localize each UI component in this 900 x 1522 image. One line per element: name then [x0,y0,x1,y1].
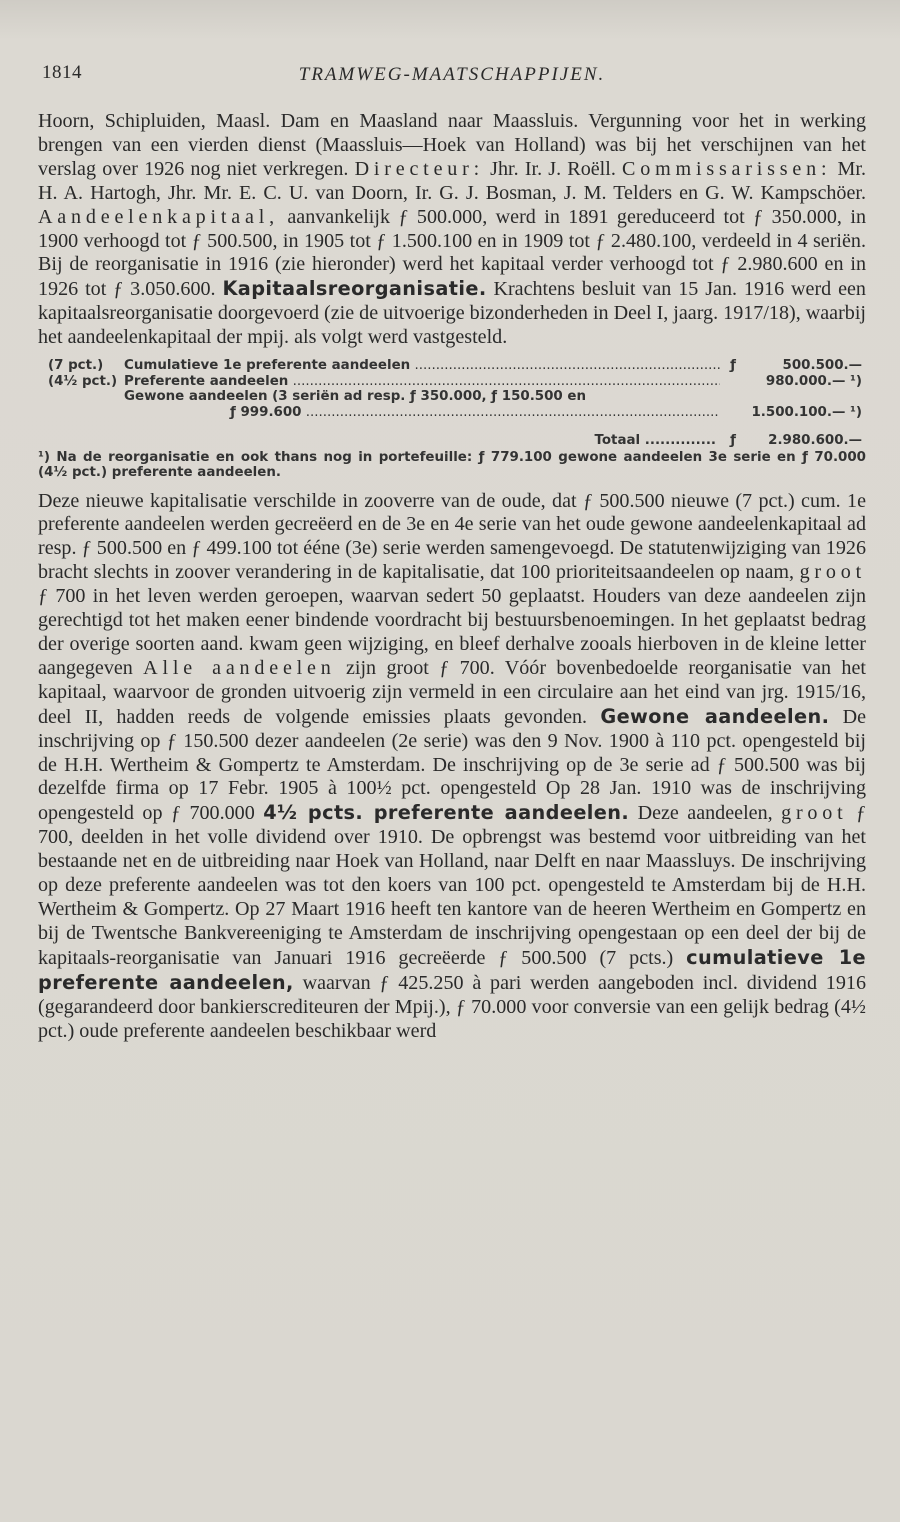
row-percentage: (7 pct.) [48,358,104,374]
paragraph-company-details [38,110,866,350]
table-row [38,389,866,405]
row-currency: ƒ [730,358,736,374]
text-run: Hoorn, Schipluiden, Maasl. Dam en Maasland naar Maassluis. Vergunning voor het in werking brengen van een vierden dienst (Maassluis—Hoek van Holland) was bij het verschijnen van het verslag over 1926 nog niet verkregen. [38,110,866,180]
spaced-term: Directeur: [354,157,485,180]
total-amount: 2.980.600.— [768,433,862,449]
row-amount: 500.500.— [782,358,862,374]
spaced-term: groot [799,561,866,584]
text-run: Jhr. Ir. J. Roëll. [484,157,623,180]
spaced-term: Commissarissen: [622,157,832,180]
row-percentage: (4½ pct.) [48,373,118,389]
text-run: Mr. H. A. Hartogh, Jhr. Mr. E. C. U. van Doorn, Ir. G. J. Bosman, J. M. Telders en G. W. Kampschöer. [38,157,866,204]
table-row [38,374,866,390]
paragraph-capitalisation-history [38,490,866,1044]
text-run: zijn groot ƒ 700. Vóór bovenbedoelde reorganisatie van het kapitaal, waarvoor de gronden uitvoerig zijn vermeld in een circulaire aan het eind van jrg. 1915/16, deel II, hadden reeds de volgende emissies plaats gevonden. [38,656,866,728]
row-description: ƒ 999.600 ..... [124,405,720,421]
row-description: Cumulatieve 1e preferente aandeelen ..... [124,358,720,374]
text-run: Deze aandeelen, [629,802,782,825]
section-heading: Kapitaalsreorganisatie. [222,277,487,301]
spaced-term: Alle aandeelen [143,656,336,679]
text-run: Deze nieuwe kapitalisatie verschilde in zooverre van de oude, dat ƒ 500.500 nieuwe (7 pct.) cum. 1e preferente aandeelen werden gecreëerd en de 3e en 4e serie van het oude gewone aandeelenkapitaal ad resp. ƒ 500.500 en ƒ 499.100 tot ééne (3e) serie werden samengevoegd. De statutenwijziging van 1926 bracht slechts in zoover verandering in de kapitalisatie, dat 100 prioriteitsaandeelen op naam, [38,489,866,584]
text-run: Krachtens besluit van 15 Jan. 1916 werd een kapitaalsreorganisatie doorgevoerd (zie de uitvoerige bizonderheden in Deel I, jaarg. 1917/18), waarbij het aandeelenkapitaal der mpij. als volgt werd vastgesteld. [38,278,867,349]
running-title: TRAMWEG-MAATSCHAPPIJEN. [298,64,606,85]
total-currency: ƒ [730,433,736,449]
page-header [38,58,866,110]
table-row [38,358,866,374]
text-run: De inschrijving op ƒ 150.500 dezer aandeelen (2e serie) was den 9 Nov. 1900 à 110 pct. opengesteld bij de H.H. Wertheim & Gompertz te Amsterdam. De inschrijving op de 3e serie ad ƒ 500.500 was bij dezelfde firma op 17 Febr. 1905 à 100½ pct. opengesteld Op 28 Jan. 1910 was de inschrijving opengesteld op ƒ 700.000 [38,705,866,825]
section-heading: cumulatieve 1e preferente aandeelen, [38,945,866,994]
page-number: 1814 [42,62,82,83]
table-total-row [38,433,866,449]
capital-table [38,358,866,449]
text-run: aanvankelijk ƒ 500.000, werd in 1891 gereduceerd tot ƒ 350.000, in 1900 verhoogd tot ƒ 500.500, in 1905 tot ƒ 1.500.100 en in 1909 tot ƒ 2.480.100, verdeeld in 4 seriën. Bij de reorganisatie in 1916 (zie hieronder) werd het kapitaal verder verhoogd tot ƒ 2.980.600 en in 1926 tot ƒ 3.050.600. [38,205,866,301]
text-run: ƒ 700, deelden in het volle dividend over 1910. De opbrengst was bestemd voor uitbreiding van het bestaande net en de uitbreiding naar Hoek van Holland, naar Delft en naar Maassluys. De inschrijving op deze preferente aandeelen was tot den koers van 100 pct. opengesteld te Amsterdam bij de H.H. Wertheim & Gompertz. Op 27 Maart 1916 heeft ten kantore van de heeren Wertheim en Gompertz en bij de Twentsche Bankvereeniging te Amsterdam de inschrijving opengestaan op een deel der bij de kapitaals-reorganisatie van Januari 1916 gecreëerde ƒ 500.500 (7 pcts.) [38,802,867,969]
table-row [38,405,866,421]
footnote: ¹) Na de reorganisatie en ook thans nog in portefeuille: ƒ 779.100 gewone aandeelen 3e serie en ƒ 70.000 (4½ pct.) preferente aandeelen. [38,449,866,480]
spaced-term: Aandeelenkapitaal, [38,205,279,228]
section-heading: 4½ pcts. preferente aandeelen. [263,801,630,825]
row-description: Gewone aandeelen (3 seriën ad resp. ƒ 350.000, ƒ 150.500 en [124,389,587,405]
row-amount: 1.500.100.— ¹) [751,404,862,420]
text-run: ƒ 700 in het leven werden geroepen, waarvan sedert 50 geplaatst. Houders van deze aandeelen zijn gerechtigd tot het maken eener bindende voordracht bij bestuursbenoemingen. In het geplaatst bedrag der overige soorten aand. kwam geen wijziging, en bleef derhalve zooals hierboven in de kleine letter aangegeven [38,585,866,679]
spaced-term: groot [781,802,848,825]
row-description: Preferente aandeelen ..... [124,374,720,390]
row-amount: 980.000.— ¹) [765,373,862,389]
text-run: waarvan ƒ 425.250 à pari werden aangeboden incl. dividend 1916 (gegarandeerd door bankierscrediteuren der Mpij.), ƒ 70.000 voor conversie van een gelijk bedrag (4½ pct.) oude preferente aandeelen beschikbaar werd [38,971,866,1042]
section-heading: Gewone aandeelen. [600,704,830,728]
total-label: Totaal .............. [594,433,716,449]
